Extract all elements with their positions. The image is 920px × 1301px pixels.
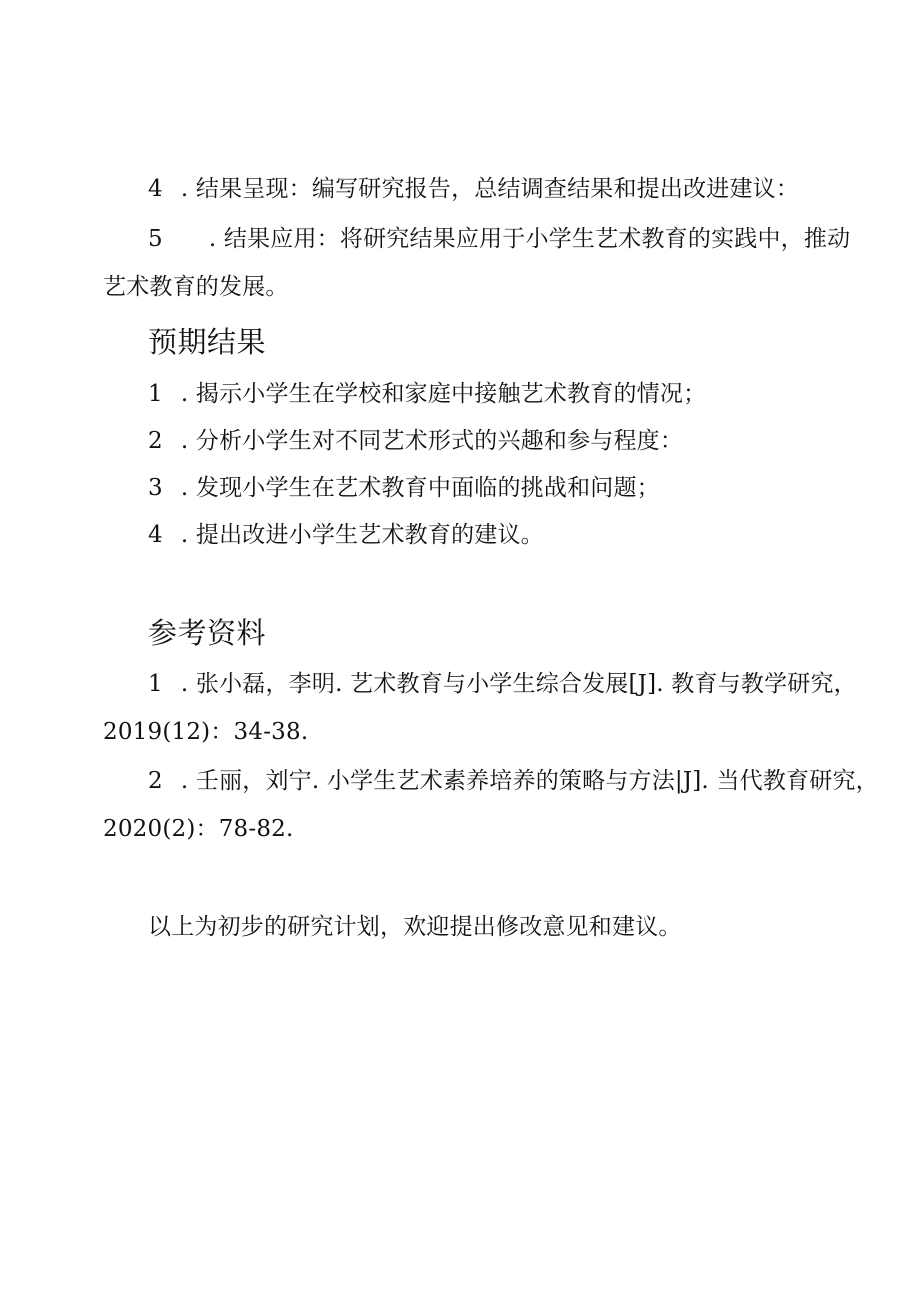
item-text-line-2: 艺术教育的发展。 xyxy=(103,274,289,300)
reference-text-line-2: 2019(12)：34-38. xyxy=(103,719,309,745)
item-number: 3 xyxy=(148,475,163,501)
item-number: 1 xyxy=(148,381,163,407)
expected-result-item-1 xyxy=(148,379,706,409)
reference-item-1-line-2 xyxy=(103,717,308,747)
method-item-5-line-2 xyxy=(103,272,289,302)
reference-item-2-line-2 xyxy=(103,814,294,844)
item-text-line-1: . 结果应用：将研究结果应用于小学生艺术教育的实践中，推动 xyxy=(208,226,851,252)
expected-result-item-3 xyxy=(148,473,660,503)
references-heading: 参考资料 xyxy=(148,616,267,650)
item-text: . 分析小学生对不同艺术形式的兴趣和参与程度： xyxy=(180,428,684,454)
reference-item-1-line-1 xyxy=(148,669,857,699)
reference-item-2-line-1 xyxy=(148,766,879,796)
item-text: . 发现小学生在艺术教育中面临的挑战和问题； xyxy=(180,475,660,501)
item-number: 5 xyxy=(148,226,163,252)
item-text: . 提出改进小学生艺术教育的建议。 xyxy=(180,522,544,548)
expected-results-heading: 预期结果 xyxy=(148,325,267,359)
reference-text-line-2: 2020(2)：78-82. xyxy=(103,816,294,842)
reference-text-line-1: . 壬丽，刘宁. 小学生艺术素养培养的策略与方法|J]. 当代教育研究， xyxy=(180,768,879,794)
method-item-5-line-1 xyxy=(148,224,850,254)
closing-statement: 以上为初步的研究计划，欢迎提出修改意见和建议。 xyxy=(148,914,682,940)
expected-result-item-4 xyxy=(148,520,544,550)
item-number: 2 xyxy=(148,428,163,454)
expected-result-item-2 xyxy=(148,426,683,456)
item-text: . 结果呈现：编写研究报告，总结调查结果和提出改进建议： xyxy=(180,176,800,202)
method-item-4 xyxy=(148,174,799,204)
item-number: 4 xyxy=(148,176,163,202)
reference-text-line-1: . 张小磊，李明. 艺术教育与小学生综合发展[J]. 教育与教学研究， xyxy=(180,671,857,697)
item-text: . 揭示小学生在学校和家庭中接触艺术教育的情况； xyxy=(180,381,707,407)
item-number: 2 xyxy=(148,768,163,794)
item-number: 1 xyxy=(148,671,163,697)
item-number: 4 xyxy=(148,522,163,548)
